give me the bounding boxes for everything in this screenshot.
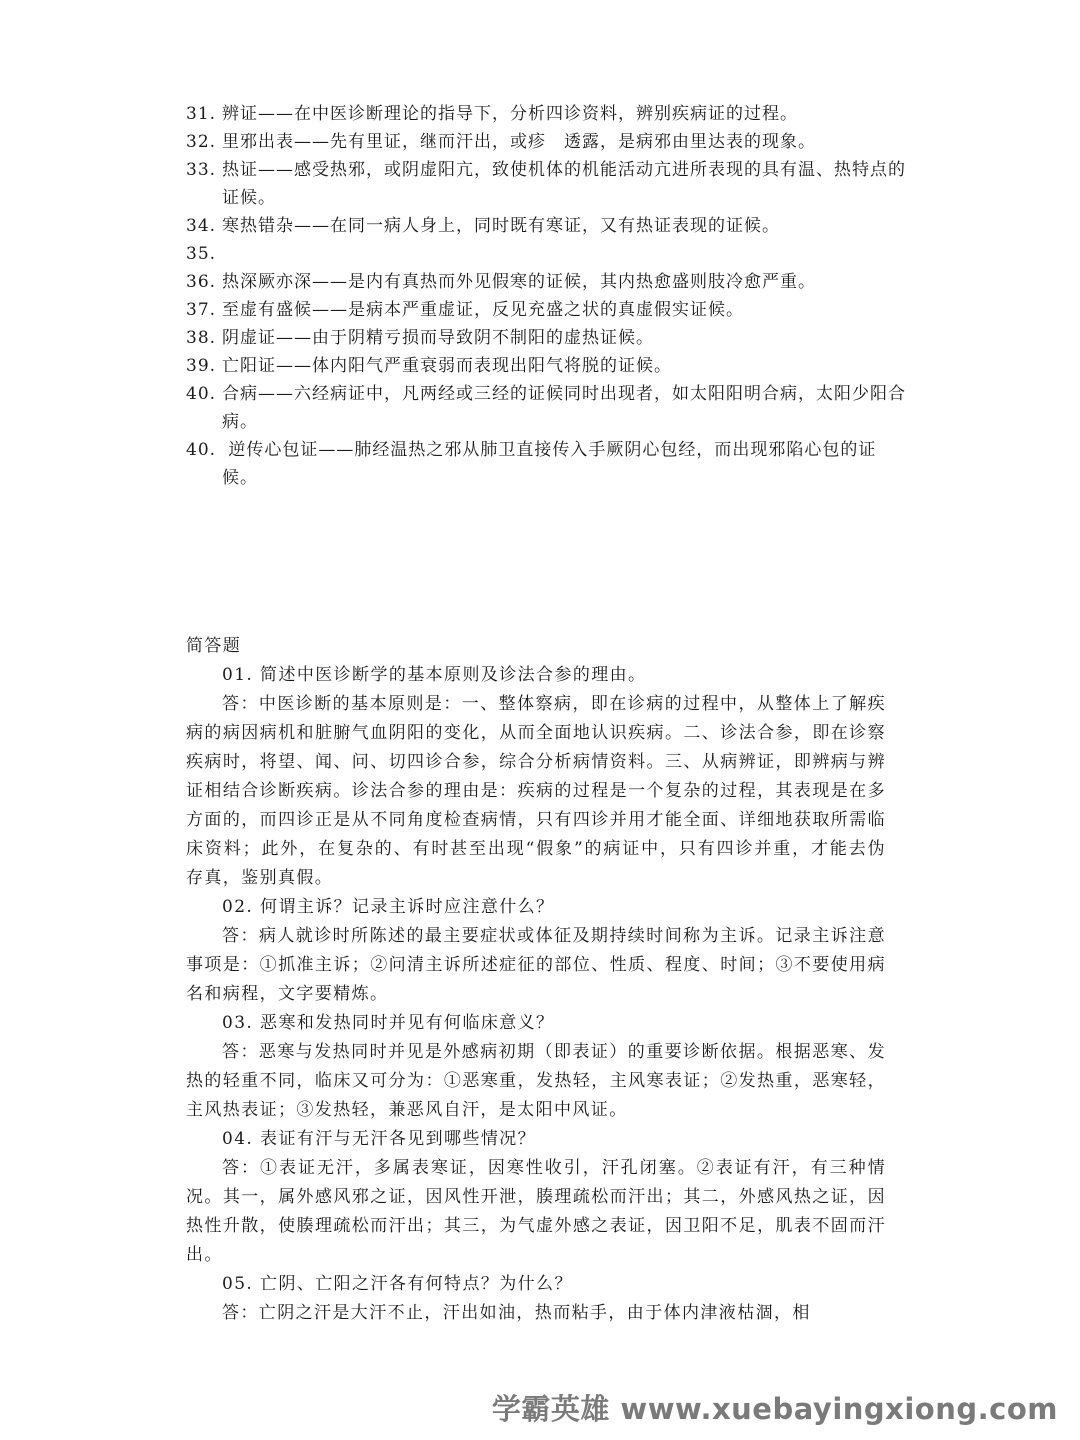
term-number: 33. bbox=[186, 160, 217, 180]
term-text: 至虚有盛候——是病本严重虚证，反见充盛之状的真虚假实证候。 bbox=[222, 300, 744, 320]
term-number: 35. bbox=[186, 244, 217, 264]
term-number: 36. bbox=[186, 272, 217, 292]
term-text: 合病——六经病证中，凡两经或三经的证候同时出现者，如太阳阳明合病，太阳少阳合病。 bbox=[222, 384, 906, 432]
question: 02. 何谓主诉？记录主诉时应注意什么？ bbox=[222, 897, 555, 917]
question: 03. 恶寒和发热同时并见有何临床意义？ bbox=[222, 1013, 555, 1033]
term-number: 38. bbox=[186, 328, 217, 348]
answer: 答：中医诊断的基本原则是：一、整体察病，即在诊病的过程中，从整体上了解疾病的病因病机和脏腑气血阴阳的变化，从而全面地认识疾病。二、诊法合参，即在诊察疾病时，将望、闻、问、切四诊合参，综合分析病情资料。三、从病辨证，即辨病与辨证相结合诊断疾病。诊法合参的理由是：疾病的过程是一个复杂的过程，其表现是在多方面的，而四诊正是从不同角度检查病情，只有四诊并用才能全面、详细地获取所需临床资料；此外，在复杂的、有时甚至出现“假象”的病证中，只有四诊并重，才能去伪存真，鉴别真假。 bbox=[186, 694, 886, 888]
term-number: 40. bbox=[186, 440, 217, 460]
term-number: 31. bbox=[186, 104, 217, 124]
term-text: 热证——感受热邪，或阴虚阳亢，致使机体的机能活动亢进所表现的具有温、热特点的证候。 bbox=[222, 160, 906, 208]
question: 05. 亡阴、亡阳之汗各有何特点？为什么？ bbox=[222, 1274, 573, 1294]
term-text: 里邪出表——先有里证，继而汗出，或疹 透露，是病邪由里达表的现象。 bbox=[222, 132, 816, 152]
answer: 答：亡阴之汗是大汗不止，汗出如油，热而粘手，由于体内津液枯涸，相 bbox=[222, 1303, 811, 1323]
term-text: 阴虚证——由于阴精亏损而导致阴不制阳的虚热证候。 bbox=[222, 328, 654, 348]
term-item bbox=[186, 380, 906, 436]
term-text: 辨证——在中医诊断理论的指导下，分析四诊资料，辨别疾病证的过程。 bbox=[222, 104, 798, 124]
term-number: 37. bbox=[186, 300, 217, 320]
term-item bbox=[186, 352, 906, 380]
term-definitions-list bbox=[186, 100, 906, 492]
term-item bbox=[186, 436, 906, 492]
term-number: 40. bbox=[186, 384, 217, 404]
term-text: 热深厥亦深——是内有真热而外见假寒的证候，其内热愈盛则肢冷愈严重。 bbox=[222, 272, 816, 292]
question: 04. 表证有汗与无汗各见到哪些情况？ bbox=[222, 1129, 537, 1149]
term-text: 寒热错杂——在同一病人身上，同时既有寒证，又有热证表现的证候。 bbox=[222, 216, 780, 236]
section-heading: 简答题 bbox=[186, 636, 242, 656]
answer: 答：恶寒与发热同时并见是外感病初期（即表证）的重要诊断依据。根据恶寒、发热的轻重不同，临床又可分为：①恶寒重，发热轻，主风寒表证；②发热重，恶寒轻，主风热表证；③发热轻，兼恶风自汗，是太阳中风证。 bbox=[186, 1042, 886, 1120]
term-item bbox=[186, 100, 906, 128]
term-text: 逆传心包证——肺经温热之邪从肺卫直接传入手厥阴心包经，而出现邪陷心包的证候。 bbox=[222, 440, 877, 488]
watermark: 学霸英雄 www.xuebayingxiong.com bbox=[491, 1392, 1058, 1426]
term-item bbox=[186, 240, 906, 268]
term-item bbox=[186, 324, 906, 352]
term-item bbox=[186, 212, 906, 240]
term-item bbox=[186, 156, 906, 212]
answer: 答：病人就诊时所陈述的最主要症状或体征及期持续时间称为主诉。记录主诉注意事项是：①抓准主诉；②问清主诉所述症征的部位、性质、程度、时间；③不要使用病名和病程，文字要精炼。 bbox=[186, 926, 886, 1004]
term-text: 亡阳证——体内阳气严重衰弱而表现出阳气将脱的证候。 bbox=[222, 356, 672, 376]
question: 01. 简述中医诊断学的基本原则及诊法合参的理由。 bbox=[222, 665, 647, 685]
short-answer-section bbox=[186, 632, 886, 1328]
term-item bbox=[186, 268, 906, 296]
term-number: 34. bbox=[186, 216, 217, 236]
term-number: 39. bbox=[186, 356, 217, 376]
answer: 答：①表证无汗，多属表寒证，因寒性收引，汗孔闭塞。②表证有汗，有三种情况。其一，属外感风邪之证，因风性开泄，腠理疏松而汗出；其二，外感风热之证，因热性升散，使腠理疏松而汗出；其三，为气虚外感之表证，因卫阳不足，肌表不固而汗出。 bbox=[186, 1158, 886, 1265]
term-number: 32. bbox=[186, 132, 217, 152]
term-item bbox=[186, 128, 906, 156]
term-item bbox=[186, 296, 906, 324]
